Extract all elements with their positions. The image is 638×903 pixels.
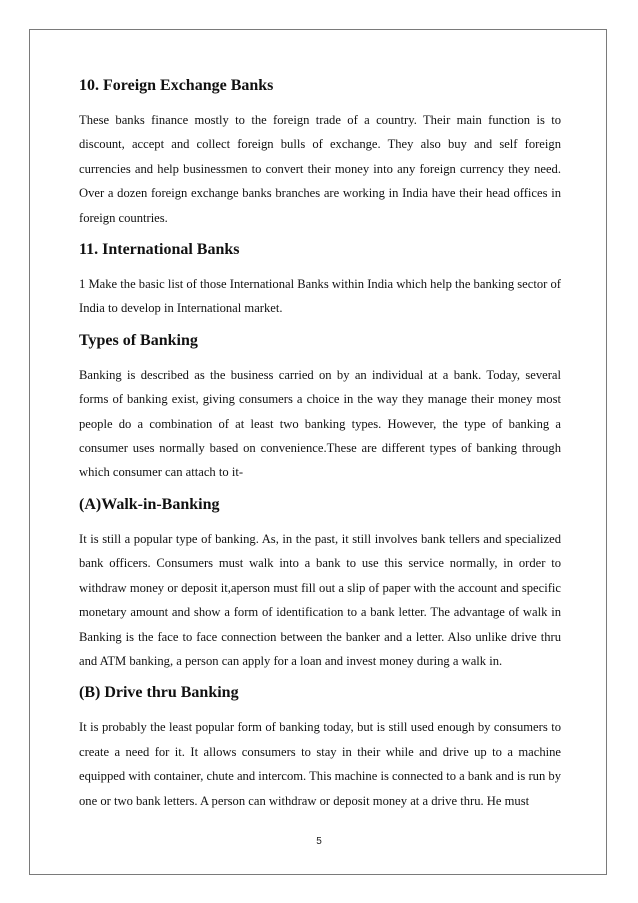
section-paragraph: It is still a popular type of banking. As, in the past, it still involves bank tellers and specialized bank officers. Consumers must walk into a bank to use this service normally, in order to withdraw money or deposit it,aperson must fill out a slip of paper with the account and specific monetary amount and show a form of identification to a bank letter. The advantage of walk in Banking is the face to face connection between the banker and a letter. Also unlike drive thru and ATM banking, a person can apply for a loan and invest money during a walk in. bbox=[79, 531, 561, 668]
section-heading: Types of Banking bbox=[79, 331, 198, 349]
section-paragraph: It is probably the least popular form of banking today, but is still used enough by consumers to create a need for it. It allows consumers to stay in their while and drive up to a machine equipped with container, chute and intercom. This machine is connected to a bank and is run by one or two bank letters. A person can withdraw or deposit money at a drive thru. He must bbox=[79, 720, 561, 808]
section-paragraph: Banking is described as the business carried on by an individual at a bank. Today, several forms of banking exist, giving consumers a choice in the way they manage their money most people do a combination of at least two banking types. However, the type of banking a consumer uses normally based on convenience.These are different types of banking through which consumer can attach to it- bbox=[79, 367, 561, 480]
section-heading: (B) Drive thru Banking bbox=[79, 684, 239, 702]
section-types-of-banking bbox=[79, 331, 561, 485]
section-heading: (A)Walk-in-Banking bbox=[79, 495, 220, 513]
section-heading: 10. Foreign Exchange Banks bbox=[79, 77, 274, 94]
section-foreign-exchange-banks bbox=[79, 76, 561, 230]
document-body bbox=[79, 76, 561, 823]
section-walk-in-banking bbox=[79, 495, 561, 673]
section-international-banks bbox=[79, 240, 561, 321]
section-paragraph: These banks finance mostly to the foreign trade of a country. Their main function is to discount, accept and collect foreign bulls of exchange. They also buy and self foreign currencies and help businessmen to convert their money into any foreign currency they need. Over a dozen foreign exchange banks branches are working in India have their head offices in foreign countries. bbox=[79, 113, 561, 225]
page-number: 5 bbox=[316, 836, 322, 847]
section-heading: 11. International Banks bbox=[79, 241, 240, 259]
section-drive-thru-banking bbox=[79, 683, 561, 813]
section-paragraph: 1 Make the basic list of those International Banks within India which help the banking sector of India to develop in International market. bbox=[79, 277, 561, 316]
